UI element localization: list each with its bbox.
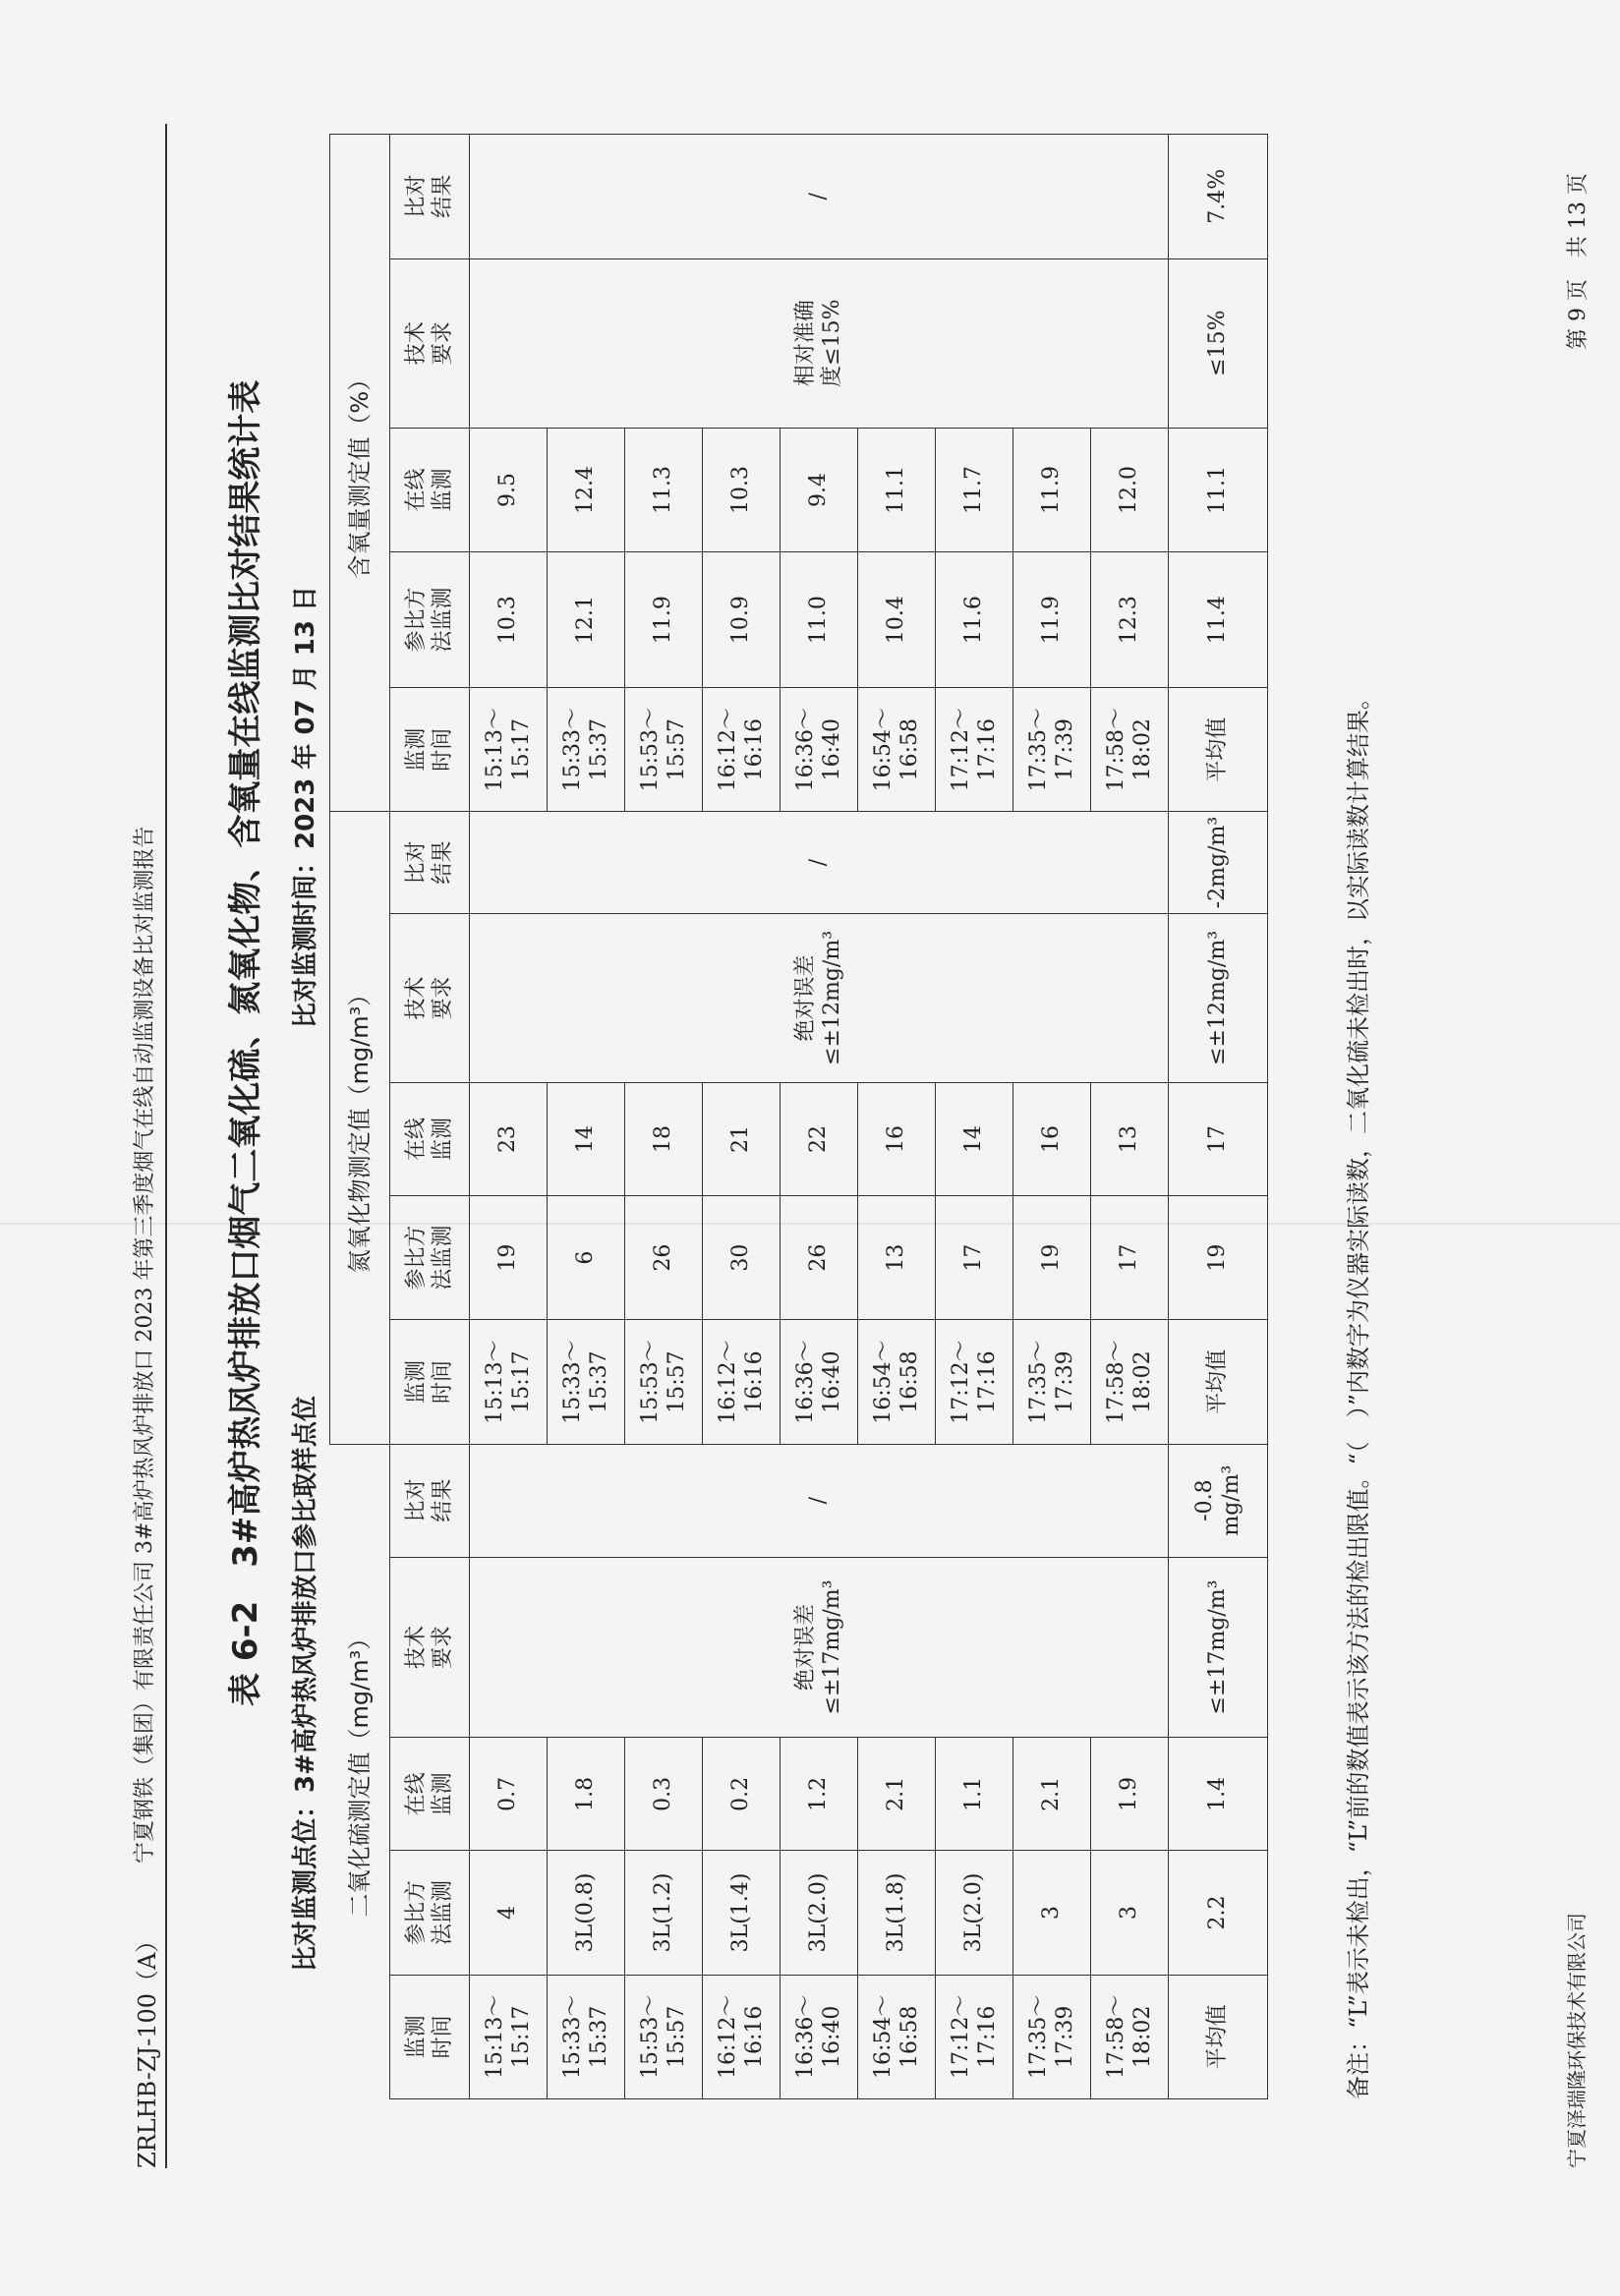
cell-so2-ref: 3L(1.8) xyxy=(858,1851,936,1975)
cell-time: 17:35～ 17:39 xyxy=(1013,688,1091,812)
table-row xyxy=(1013,135,1091,2099)
cell-o2-online: 9.5 xyxy=(470,428,548,551)
col-header-ref: 参比方 法监测 xyxy=(390,1851,470,1975)
cell-nox-ref: 17 xyxy=(936,1195,1013,1319)
cell-o2-online: 11.1 xyxy=(858,428,936,551)
cell-time: 16:36～ 16:40 xyxy=(781,1975,858,2098)
monitoring-point: 比对监测点位：3#高炉热风炉排放口参比取样点位 xyxy=(291,1396,320,1972)
col-header-time: 监测 时间 xyxy=(390,1975,470,2098)
col-header-online: 在线 监测 xyxy=(390,1738,470,1851)
cell-so2-result: / xyxy=(470,1444,1169,1557)
col-header-req: 技术 要求 xyxy=(390,258,470,428)
avg-label: 平均值 xyxy=(1169,1975,1268,2098)
report-header-title: 宁夏钢铁（集团）有限责任公司 3#高炉热风炉排放口 2023 年第三季度烟气在线自动监测设备比对监测报告 xyxy=(133,826,157,1864)
avg-label: 平均值 xyxy=(1169,688,1268,812)
col-header-ref: 参比方 法监测 xyxy=(390,552,470,688)
nox-group-header: 氮氧化物测定值（mg/m³） xyxy=(330,812,390,1444)
cell-so2-online: 1.1 xyxy=(936,1738,1013,1851)
document-code: ZRLHB-ZJ-100（A） xyxy=(134,1928,161,2168)
cell-time: 17:58～ 18:02 xyxy=(1091,1975,1169,2098)
cell-so2-online: 1.9 xyxy=(1091,1738,1169,1851)
avg-so2-req: ≤±17mg/m³ xyxy=(1169,1557,1268,1738)
cell-time: 16:54～ 16:58 xyxy=(858,1320,936,1444)
cell-time: 15:33～ 15:37 xyxy=(548,1320,625,1444)
cell-time: 17:12～ 17:16 xyxy=(936,1975,1013,2098)
cell-nox-online: 16 xyxy=(1013,1083,1091,1196)
cell-time: 16:12～ 16:16 xyxy=(703,1975,781,2098)
cell-time: 16:12～ 16:16 xyxy=(703,688,781,812)
avg-o2-ref: 11.4 xyxy=(1169,552,1268,688)
column-header-row xyxy=(390,135,470,2099)
cell-so2-online: 0.7 xyxy=(470,1738,548,1851)
cell-so2-online: 1.2 xyxy=(781,1738,858,1851)
col-header-req: 技术 要求 xyxy=(390,913,470,1082)
cell-nox-result: / xyxy=(470,812,1169,913)
table-note: 备注：“L”表示未检出，“L”前的数值表示该方法的检出限值。“（ ）”内数字为仪器实际读数，二氧化硫未检出时，以实际读数计算结果。 xyxy=(1345,686,1372,2099)
cell-o2-online: 12.0 xyxy=(1091,428,1169,551)
cell-o2-ref: 10.9 xyxy=(703,552,781,688)
cell-o2-ref: 11.9 xyxy=(625,552,703,688)
avg-so2-online: 1.4 xyxy=(1169,1738,1268,1851)
cell-so2-online: 0.2 xyxy=(703,1738,781,1851)
cell-nox-ref: 30 xyxy=(703,1195,781,1319)
so2-group-header: 二氧化硫测定值（mg/m³） xyxy=(330,1444,390,2098)
cell-o2-ref: 12.3 xyxy=(1091,552,1169,688)
cell-o2-req: 相对准确 度≤15% xyxy=(470,258,1169,428)
table-row xyxy=(858,135,936,2099)
col-header-online: 在线 监测 xyxy=(390,428,470,551)
cell-o2-ref: 11.0 xyxy=(781,552,858,688)
cell-nox-online: 22 xyxy=(781,1083,858,1196)
cell-time: 17:12～ 17:16 xyxy=(936,1320,1013,1444)
avg-nox-req: ≤±12mg/m³ xyxy=(1169,913,1268,1082)
cell-so2-ref: 3L(2.0) xyxy=(781,1851,858,1975)
cell-so2-online: 1.8 xyxy=(548,1738,625,1851)
cell-time: 17:58～ 18:02 xyxy=(1091,688,1169,812)
table-row xyxy=(781,135,858,2099)
cell-so2-online: 0.3 xyxy=(625,1738,703,1851)
cell-time: 15:33～ 15:37 xyxy=(548,688,625,812)
cell-nox-online: 14 xyxy=(548,1083,625,1196)
cell-time: 16:54～ 16:58 xyxy=(858,1975,936,2098)
cell-so2-req: 绝对误差 ≤±17mg/m³ xyxy=(470,1557,1169,1738)
cell-o2-ref: 11.9 xyxy=(1013,552,1091,688)
cell-time: 16:36～ 16:40 xyxy=(781,1320,858,1444)
cell-nox-ref: 26 xyxy=(781,1195,858,1319)
avg-o2-result: 7.4% xyxy=(1169,135,1268,259)
cell-time: 17:35～ 17:39 xyxy=(1013,1975,1091,2098)
cell-nox-online: 16 xyxy=(858,1083,936,1196)
cell-time: 15:13～ 15:17 xyxy=(470,1320,548,1444)
cell-o2-online: 10.3 xyxy=(703,428,781,551)
cell-nox-online: 14 xyxy=(936,1083,1013,1196)
group-header-row xyxy=(330,135,390,2099)
cell-time: 17:58～ 18:02 xyxy=(1091,1320,1169,1444)
o2-group-header: 含氧量测定值（%） xyxy=(330,135,390,812)
cell-nox-online: 13 xyxy=(1091,1083,1169,1196)
cell-nox-online: 23 xyxy=(470,1083,548,1196)
cell-o2-online: 11.3 xyxy=(625,428,703,551)
avg-so2-result: -0.8 mg/m³ xyxy=(1169,1444,1268,1557)
avg-nox-ref: 19 xyxy=(1169,1195,1268,1319)
cell-so2-online: 2.1 xyxy=(858,1738,936,1851)
cell-o2-online: 12.4 xyxy=(548,428,625,551)
cell-so2-online: 2.1 xyxy=(1013,1738,1091,1851)
avg-label: 平均值 xyxy=(1169,1320,1268,1444)
avg-nox-online: 17 xyxy=(1169,1083,1268,1196)
cell-o2-online: 11.7 xyxy=(936,428,1013,551)
data-rows xyxy=(470,135,1169,2099)
cell-so2-ref: 3L(2.0) xyxy=(936,1851,1013,1975)
cell-nox-online: 21 xyxy=(703,1083,781,1196)
col-header-result: 比对 结果 xyxy=(390,135,470,259)
cell-o2-online: 9.4 xyxy=(781,428,858,551)
cell-time: 15:33～ 15:37 xyxy=(548,1975,625,2098)
table-row xyxy=(936,135,1013,2099)
cell-o2-ref: 12.1 xyxy=(548,552,625,688)
cell-so2-ref: 3 xyxy=(1013,1851,1091,1975)
col-header-time: 监测 时间 xyxy=(390,1320,470,1444)
footer-company: 宁夏泽瑞隆环保技术有限公司 xyxy=(1565,1913,1589,2168)
cell-so2-ref: 4 xyxy=(470,1851,548,1975)
col-header-req: 技术 要求 xyxy=(390,1557,470,1738)
cell-so2-ref: 3L(1.2) xyxy=(625,1851,703,1975)
cell-time: 17:12～ 17:16 xyxy=(936,688,1013,812)
col-header-ref: 参比方 法监测 xyxy=(390,1195,470,1319)
comparison-results-table xyxy=(329,134,1268,2099)
table-row xyxy=(625,135,703,2099)
cell-o2-ref: 11.6 xyxy=(936,552,1013,688)
cell-so2-ref: 3 xyxy=(1091,1851,1169,1975)
avg-o2-req: ≤15% xyxy=(1169,258,1268,428)
col-header-result: 比对 结果 xyxy=(390,1444,470,1557)
cell-time: 16:54～ 16:58 xyxy=(858,688,936,812)
cell-nox-online: 18 xyxy=(625,1083,703,1196)
cell-nox-ref: 19 xyxy=(470,1195,548,1319)
table-row xyxy=(548,135,625,2099)
cell-nox-ref: 19 xyxy=(1013,1195,1091,1319)
cell-time: 15:13～ 15:17 xyxy=(470,688,548,812)
cell-nox-ref: 13 xyxy=(858,1195,936,1319)
col-header-result: 比对 结果 xyxy=(390,812,470,913)
page-number: 第 9 页 共 13 页 xyxy=(1566,173,1591,350)
cell-o2-ref: 10.3 xyxy=(470,552,548,688)
cell-time: 16:36～ 16:40 xyxy=(781,688,858,812)
header-divider xyxy=(165,124,167,2168)
cell-so2-ref: 3L(1.4) xyxy=(703,1851,781,1975)
table-row xyxy=(1091,135,1169,2099)
col-header-time: 监测 时间 xyxy=(390,688,470,812)
table-row xyxy=(470,135,548,2099)
cell-time: 15:13～ 15:17 xyxy=(470,1975,548,2098)
cell-time: 17:35～ 17:39 xyxy=(1013,1320,1091,1444)
cell-o2-online: 11.9 xyxy=(1013,428,1091,551)
table-row xyxy=(703,135,781,2099)
cell-time: 16:12～ 16:16 xyxy=(703,1320,781,1444)
table-title: 表 6-2 3#高炉热风炉排放口烟气二氧化硫、氮氧化物、含氧量在线监测比对结果统计表 xyxy=(226,379,265,1706)
avg-nox-result: -2mg/m³ xyxy=(1169,812,1268,913)
average-row xyxy=(1169,135,1268,2099)
cell-time: 15:53～ 15:57 xyxy=(625,688,703,812)
cell-nox-ref: 17 xyxy=(1091,1195,1169,1319)
cell-o2-result: / xyxy=(470,135,1169,259)
cell-so2-ref: 3L(0.8) xyxy=(548,1851,625,1975)
cell-nox-ref: 6 xyxy=(548,1195,625,1319)
cell-nox-ref: 26 xyxy=(625,1195,703,1319)
cell-time: 15:53～ 15:57 xyxy=(625,1320,703,1444)
cell-nox-req: 绝对误差 ≤±12mg/m³ xyxy=(470,913,1169,1082)
cell-time: 15:53～ 15:57 xyxy=(625,1975,703,2098)
avg-o2-online: 11.1 xyxy=(1169,428,1268,551)
cell-o2-ref: 10.4 xyxy=(858,552,936,688)
col-header-online: 在线 监测 xyxy=(390,1083,470,1196)
monitoring-time: 比对监测时间：2023 年 07 月 13 日 xyxy=(291,586,320,1028)
avg-so2-ref: 2.2 xyxy=(1169,1851,1268,1975)
